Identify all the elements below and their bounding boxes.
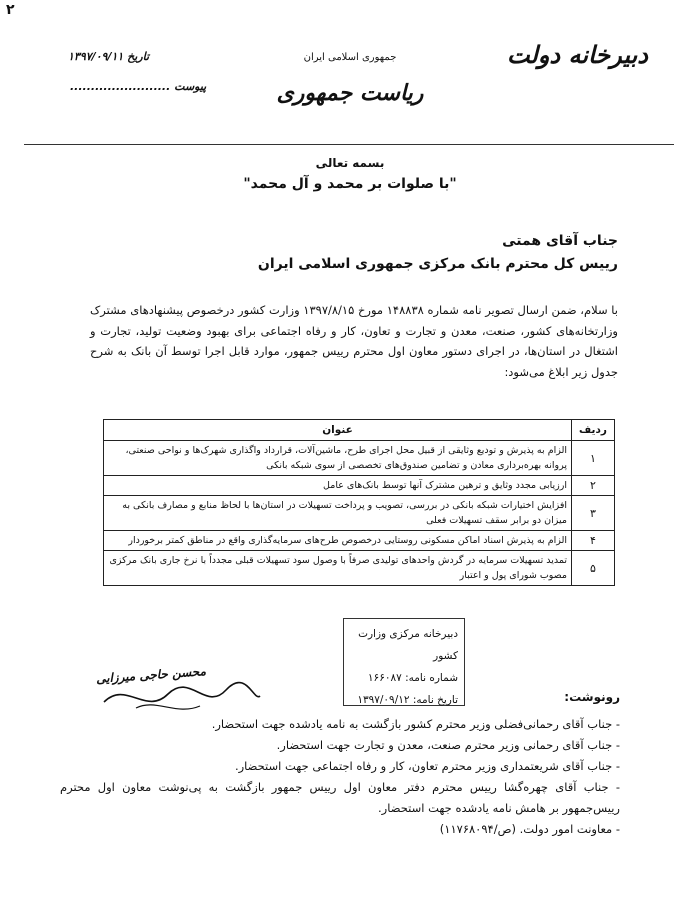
presidency-heading: ریاست جمهوری [276, 80, 424, 106]
table-row [104, 441, 615, 476]
row-text: الزام به پذیرش اسناد اماکن مسکونی روستایی درخصوص طرح‌های سرمایه‌گذاری واقع در مناطق کمتر برخوردار [104, 531, 572, 551]
row-number: ۴ [572, 531, 615, 551]
republic-label: جمهوری اسلامی ایران [303, 52, 397, 63]
column-header-row-number: ردیف [572, 420, 615, 441]
date-value: ۱۳۹۷/۰۹/۱۱ [68, 50, 124, 63]
list-item: - جناب آقای رحمانی وزیر محترم صنعت، معدن و تجارت جهت استحضار. [276, 738, 620, 752]
list-item: - جناب آقای رحمانی‌فضلی وزیر محترم کشور بازگشت به نامه یادشده جهت استحضار. [211, 717, 620, 731]
date-label: تاریخ [127, 50, 150, 63]
row-text: ارزیابی مجدد وثایق و ترهین مشترک آنها توسط بانک‌های عامل [104, 476, 572, 496]
row-number: ۲ [572, 476, 615, 496]
row-text: الزام به پذیرش و تودیع وثایقی از قبیل محل اجرای طرح، ماشین‌آلات، قرارداد واگذاری شهرک‌ها و نواحی صنعتی، پروانه بهره‌برداری معادن و تضامین صندوق‌های تخصصی از سوی شبکه بانکی [104, 441, 572, 476]
copies-list [60, 714, 620, 840]
addressee-title: رییس کل محترم بانک مرکزی جمهوری اسلامی ایران [257, 256, 618, 272]
stamp-letter-number: شماره نامه: ۱۶۶۰۸۷ [367, 672, 458, 684]
addressee-name: جناب آقای همتی [502, 233, 618, 249]
row-number: ۱ [572, 441, 615, 476]
list-item: - معاونت امور دولت. (ص/۱۱۷۶۸۰۹۴) [439, 822, 620, 836]
secretariat-heading: دبیرخانه دولت [506, 40, 648, 69]
invocation-line: بسمه تعالی [315, 156, 385, 170]
attachment-value: ........................ [70, 80, 171, 93]
table-row [104, 476, 615, 496]
table-row [104, 531, 615, 551]
date-line [68, 50, 149, 63]
stamp-office: دبیرخانه مرکزی وزارت کشور [358, 628, 458, 662]
copies-title: رونوشت: [564, 690, 620, 704]
list-item: - جناب آقای شریعتمداری وزیر محترم تعاون، کار و رفاه اجتماعی جهت استحضار. [234, 759, 620, 773]
body-paragraph: با سلام، ضمن ارسال تصویر نامه شماره ۱۴۸۸۳۸ مورخ ۱۳۹۷/۸/۱۵ وزارت کشور درخصوص پیشنهادهای مشترک وزارتخانه‌های کشور، صنعت، معدن و تجارت و تعاون، کار و رفاه اجتماعی برای بهبود وضعیت تولید، تجارت و اشتغال در استان‌ها، در اجرای دستور معاون اول محترم رییس جمهور، موارد قابل اجرا توسط آن بانک به شرح جدول زیر ابلاغ می‌شود: [90, 303, 619, 379]
signatory-name: محسن حاجی میرزایی [95, 664, 207, 686]
attachment-line [70, 80, 206, 93]
attachment-label: پیوست [174, 80, 207, 93]
items-table [103, 419, 615, 586]
row-text: تمدید تسهیلات سرمایه در گردش واحدهای تولیدی صرفاً با وصول سود تسهیلات قبلی مجدداً با نرخ جاری بانک مرکزی مصوب شورای پول و اعتبار [104, 551, 572, 586]
table-row [104, 551, 615, 586]
row-text: افزایش اختیارات شبکه بانکی در بررسی، تصویب و پرداخت تسهیلات در استان‌ها با لحاظ منابع و مصارف بانکی به میزان دو برابر سقف تسهیلات فعلی [104, 496, 572, 531]
table-header-row [104, 420, 615, 441]
column-header-title: عنوان [104, 420, 572, 441]
corner-mark: ۲ [6, 2, 15, 18]
registry-stamp [343, 618, 465, 706]
stamp-letter-date: تاریخ نامه: ۱۳۹۷/۰۹/۱۲ [357, 694, 458, 706]
row-number: ۳ [572, 496, 615, 531]
salavat-line: "با صلوات بر محمد و آل محمد" [243, 176, 457, 192]
header-divider [24, 144, 674, 145]
row-number: ۵ [572, 551, 615, 586]
table-row [104, 496, 615, 531]
list-item: - جناب آقای چهره‌گشا رییس محترم دفتر معاون اول رییس جمهور بازگشت به پی‌نوشت معاون اول محترم رییس‌جمهور بر هامش نامه یادشده جهت استحضار. [60, 780, 620, 815]
